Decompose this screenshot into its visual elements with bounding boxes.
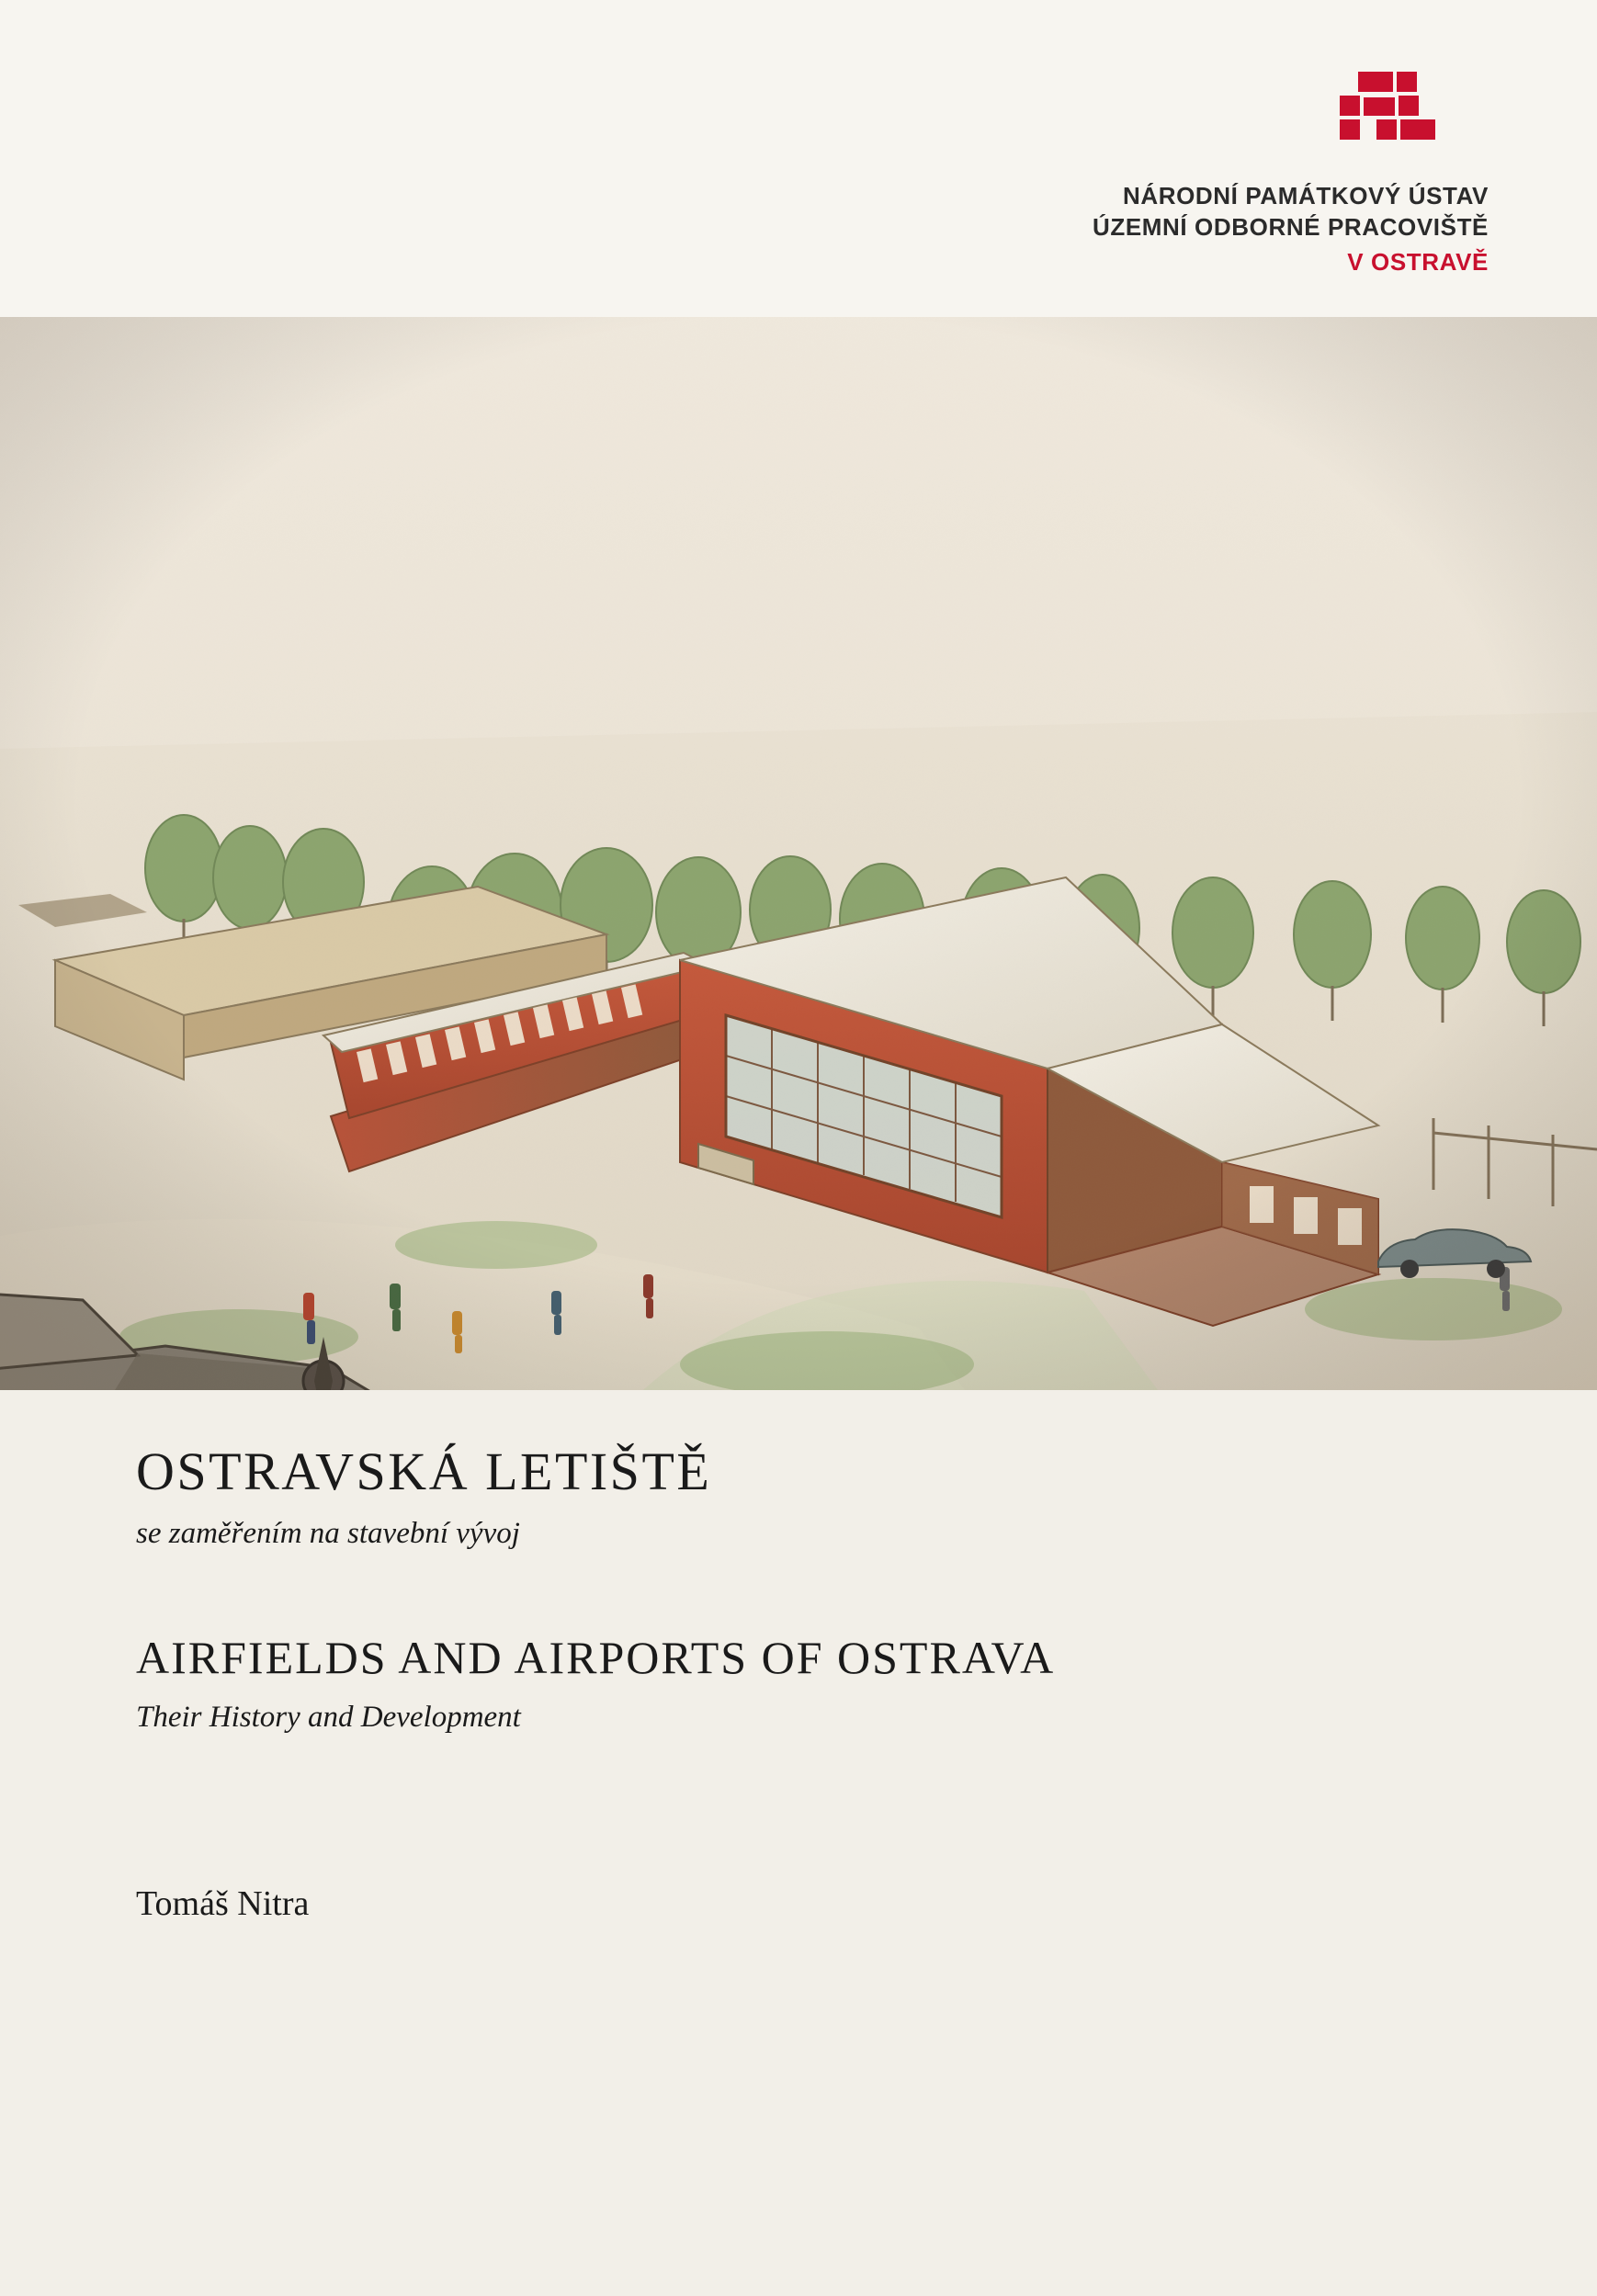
title-block [136, 1442, 1422, 1736]
institution-logo-text [1093, 180, 1489, 277]
page-title-cs: OSTRAVSKÁ LETIŠTĚ [136, 1442, 712, 1501]
institution-logo [1093, 66, 1489, 277]
author-name: Tomáš Nitra [136, 1884, 310, 1923]
cover-header [0, 0, 1597, 317]
npu-red-blocks-logo-icon [1332, 66, 1489, 167]
cover-illustration [0, 317, 1597, 1390]
page-title-en: AIRFIELDS AND AIRPORTS OF OSTRAVA [136, 1632, 1056, 1684]
institution-name-line-2: ÚZEMNÍ ODBORNÉ PRACOVIŠTĚ [1092, 213, 1489, 242]
institution-location: V OSTRAVĚ [1347, 247, 1489, 276]
institution-name-line-1: NÁRODNÍ PAMÁTKOVÝ ÚSTAV [1122, 182, 1489, 209]
page-subtitle-en: Their History and Development [136, 1701, 521, 1735]
page-subtitle-cs: se zaměřením na stavební vývoj [136, 1516, 520, 1550]
